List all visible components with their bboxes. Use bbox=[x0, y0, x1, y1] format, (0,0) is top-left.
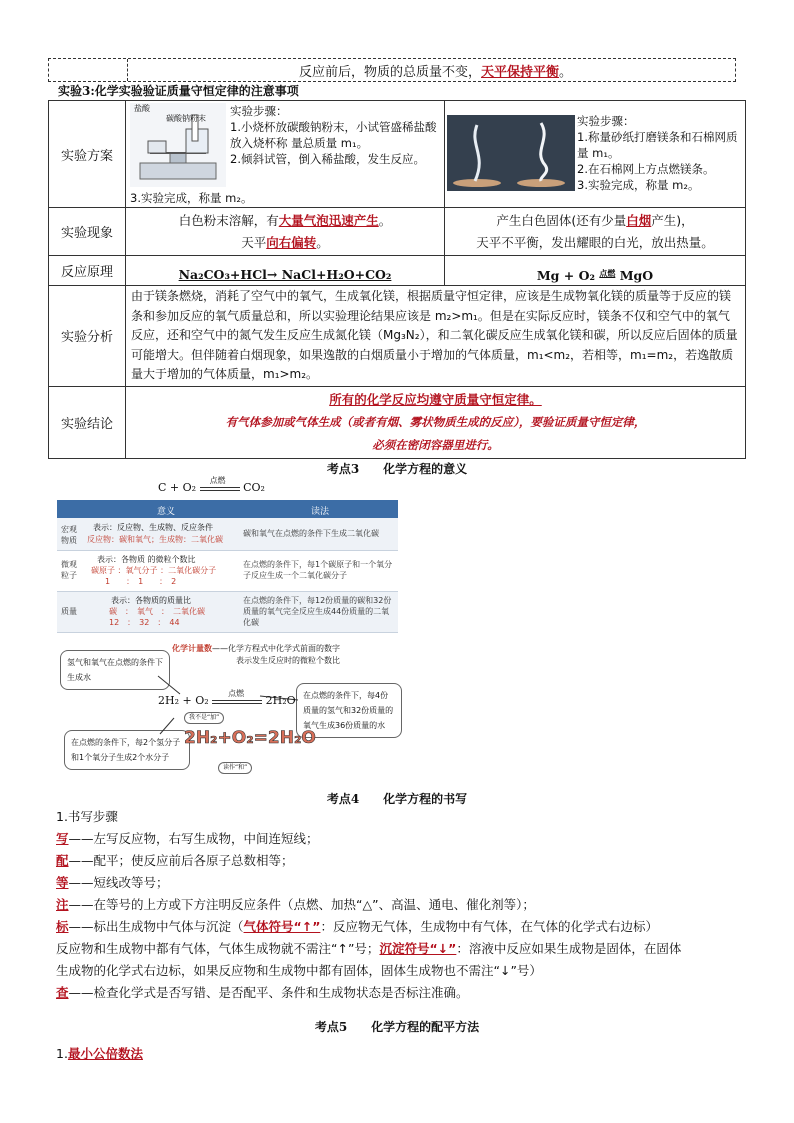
steps-title: 实验步骤： bbox=[230, 104, 288, 118]
writing-steps bbox=[56, 806, 746, 1004]
scheme-right bbox=[445, 101, 746, 208]
step-note-2: 生成物的化学式右边标，如果反应物和生成物中都有固体，固体生成物也不需注“↓”号） bbox=[56, 963, 542, 978]
meaning-table-header bbox=[57, 500, 398, 518]
bubble-mass: 在点燃的条件下，每4份质量的氢气和32份质量的氧气生成36份质量的水 bbox=[296, 683, 402, 738]
kp3-title: 考点3 化学方程的意义 bbox=[326, 462, 468, 476]
step-2: 2.倾斜试管，倒入稀盐酸，发生反应。 bbox=[230, 152, 425, 166]
step-3: 3.实验完成，称量 m₂。 bbox=[130, 191, 253, 205]
label-phenomenon: 实验现象 bbox=[49, 208, 126, 256]
step-3-right: 3.实验完成，称量 m₂。 bbox=[577, 178, 700, 192]
row-macro: 宏观 物质 表示：反应物、生成物、反应条件 反应物：碳和氧气；生成物：二氧化碳 碳和氧气在点燃的条件下生成二氧化碳 bbox=[57, 518, 398, 551]
mg-photo bbox=[447, 115, 575, 191]
experiment-table bbox=[48, 100, 746, 459]
scheme-left-steps bbox=[230, 103, 438, 167]
equation-condition: 点燃 bbox=[200, 483, 240, 491]
label-powder: 碳酸钠粉末 bbox=[166, 114, 206, 123]
step-mark: 标——标出生成物中气体与沉淀（气体符号“↑”：反应物无气体，生成物中有气体，在气体的化学式右边标） bbox=[56, 919, 658, 934]
label-scheme: 实验方案 bbox=[49, 101, 126, 208]
steps-heading: 1.书写步骤 bbox=[56, 809, 118, 824]
cartoon-formula: 2H₂+O₂=2H₂O bbox=[184, 728, 316, 748]
label-analysis: 实验分析 bbox=[49, 286, 126, 387]
kp5-title: 考点5 化学方程的配平方法 bbox=[314, 1020, 480, 1034]
row-micro: 微观 粒子 表示：各物质 的微粒个数比 碳原子 ：氧气分子 ：二氧化碳分子 1 ： 1 ： 2 在点燃的条件下，每1个碳原子和一个氧分子反应生成一个二氧化碳分子 bbox=[57, 551, 398, 592]
step-1: 1.小烧杯放碳酸钠粉末，小试管盛稀盐酸放入烧杯称 量总质量 m₁。 bbox=[230, 120, 437, 150]
scheme-right-steps bbox=[577, 113, 745, 193]
mg-ribbon-icon bbox=[447, 115, 575, 191]
header-meaning: 意义 bbox=[157, 507, 176, 517]
top-row-text: 反应前后，物质的总质量不变，天平保持平衡。 bbox=[299, 65, 573, 80]
row-mass: 质量 表示：各物质的质量比 碳 ： 氧气 ： 二氧化碳 12 ： 32 ： 44 在点燃的条件下，每12份质量的碳和32份质量的氧气完全反应生成44份质量的二氧化碳 bbox=[57, 592, 398, 633]
step-equal: 等——短线改等号； bbox=[56, 875, 169, 890]
phenomenon-left-line1: 白色粉末溶解，有大量气泡迅速产生。 bbox=[178, 212, 392, 228]
principle-right: Mg + O₂ $^{点燃}$ MgO bbox=[445, 256, 746, 286]
phenomenon-left-line2: 天平向右偏转。 bbox=[241, 234, 329, 250]
phenomenon-right bbox=[445, 208, 746, 256]
phenomenon-right-line1: 产生白色固体(还有少量白烟产生)， bbox=[496, 212, 694, 228]
cartoon-note-bottom: 读作“和” bbox=[218, 762, 252, 774]
cartoon-note-top: 我不是“加” bbox=[184, 712, 224, 724]
phenomenon-left bbox=[126, 208, 445, 256]
step-1-right: 1.称量砂纸打磨镁条和石棉网质量 m₁。 bbox=[577, 130, 738, 160]
conclusion-2: 有气体参加或气体生成（或者有烟、雾状物质生成的反应），要验证质量守恒定律， bbox=[225, 414, 646, 429]
conclusion-3: 必须在密闭容器里进行。 bbox=[372, 437, 499, 452]
step-2-right: 2.在石棉网上方点燃镁条。 bbox=[577, 162, 715, 176]
label-hcl: 盐酸 bbox=[134, 104, 150, 113]
analysis-text: 由于镁条燃烧，消耗了空气中的氧气，生成氧化镁，根据质量守恒定律，应该是生成物氧化镁的质量等于反应的镁条和参加反应的氧气质量总和，所以实验理论结果应该是 m₂>m₁。但是在实际反应时，镁条不仅和空气中的氧气反应，还和空气中的氮气发生反应生成氮化镁（Mg₃N₂），和二氧化碳反应生成氧化镁和碳，所以反应后固体的质量可能增大。但伴随着白烟现象，如果逸散的白烟质量小于增加的气体质量，m₁<m₂，若相等，m₁=m₂，若逸散质量大于增加的气体质量，m₁>m₂。 bbox=[126, 286, 746, 387]
principle-right-condition: 点燃 bbox=[599, 268, 616, 278]
equation-h2: 2H₂ + O₂ 点燃 2H₂O bbox=[158, 689, 296, 707]
conclusion-1: 所有的化学反应均遵守质量守恒定律。 bbox=[329, 391, 542, 407]
method-1: 1.最小公倍数法 bbox=[56, 1046, 143, 1061]
label-conclusion: 实验结论 bbox=[49, 386, 126, 458]
top-row-divider bbox=[127, 59, 128, 81]
cartoon-equation bbox=[180, 712, 316, 780]
conclusion bbox=[126, 386, 746, 458]
principle-left: Na₂CO₃+HCl→ NaCl+H₂O+CO₂ bbox=[126, 256, 445, 286]
bubble-micro: 在点燃的条件下，每2个氢分子和1个氧分子生成2个水分子 bbox=[64, 730, 190, 770]
balance-image bbox=[130, 103, 226, 187]
step-note-1: 反应物和生成物中都有气体，气体生成物就不需注“↑”号；沉淀符号“↓”：溶液中反应如果生成物是固体，在固体 bbox=[56, 941, 682, 956]
meaning-table bbox=[57, 500, 398, 633]
top-row bbox=[48, 58, 736, 82]
step-write: 写——左写反应物，右写生成物，中间连短线； bbox=[56, 831, 319, 846]
steps-title-right: 实验步骤： bbox=[577, 114, 635, 128]
step-balance: 配——配平；使反应前后各原子总数相等； bbox=[56, 853, 294, 868]
kp4-title: 考点4 化学方程的书写 bbox=[326, 792, 468, 806]
exp3-title: 实验3:化学实验验证质量守恒定律的注意事项 bbox=[58, 84, 299, 98]
step-condition: 注——在等号的上方或下方注明反应条件（点燃、加热“△”、高温、通电、催化剂等）； bbox=[56, 897, 535, 912]
header-reading: 读法 bbox=[311, 507, 330, 517]
equation-c-o2: C + O₂ 点燃 CO₂ bbox=[158, 476, 265, 494]
scheme-left bbox=[126, 101, 445, 208]
label-principle: 反应原理 bbox=[49, 256, 126, 286]
phenomenon-right-line2: 天平不平衡，发出耀眼的白光，放出热量。 bbox=[476, 234, 714, 250]
bubble-macro: 氢气和氧气在点燃的条件下生成水 bbox=[60, 650, 170, 690]
step-check: 查——检查化学式是否写错、是否配平、条件和生成物状态是否标注准确。 bbox=[56, 985, 469, 1000]
coef-note: 化学计量数——化学方程式中化学式前面的数字 表示发生反应时的微粒个数比 bbox=[172, 644, 340, 665]
